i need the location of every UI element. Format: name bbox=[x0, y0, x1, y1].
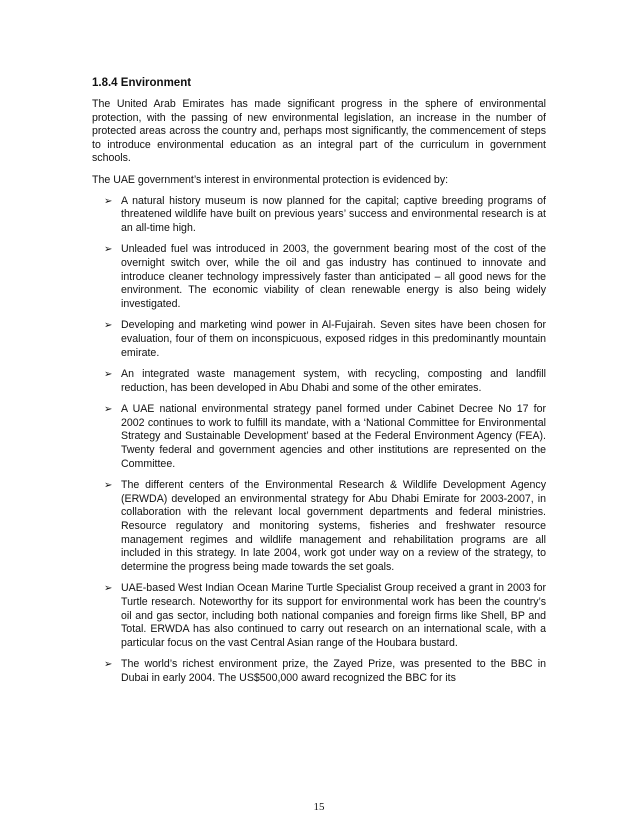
list-item-text: Unleaded fuel was introduced in 2003, the government bearing most of the cost of the overnight switch over, while the oil and gas industry has continued to innovate and introduce cleaner technology impressively faster than anticipated – all good news for the environment. The economic viability of clean renewable energy is also being widely investigated. bbox=[121, 243, 546, 310]
arrow-bullet-icon: ➢ bbox=[104, 583, 113, 595]
arrow-bullet-icon: ➢ bbox=[104, 659, 113, 671]
list-item bbox=[104, 243, 546, 311]
page-number: 15 bbox=[313, 801, 325, 813]
list-item-text: An integrated waste management system, with recycling, composting and landfill reduction, has been developed in Abu Dhabi and some of the other emirates. bbox=[121, 368, 546, 394]
list-item-text: UAE-based West Indian Ocean Marine Turtle Specialist Group received a grant in 2003 for Turtle research. Noteworthy for its support for environmental work has been the country’s oil and gas sector, including both national companies and foreign firms like Shell, BP and Total. ERWDA has also continued to carry out research on an international scale, with a particular focus on the vast Central Asian range of the Houbara bustard. bbox=[121, 582, 546, 649]
arrow-bullet-icon: ➢ bbox=[104, 320, 113, 332]
list-item-text: A UAE national environmental strategy panel formed under Cabinet Decree No 17 for 2002 continues to work to fulfill its mandate, with a ‘National Committee for Environmental Strategy and Sustainable Development’ based at the Federal Environment Agency (FEA). Twenty federal and government agencies and other institutions are represented on the Committee. bbox=[121, 403, 546, 470]
list-item bbox=[104, 403, 546, 471]
list-item bbox=[104, 582, 546, 650]
intro-paragraph: The United Arab Emirates has made significant progress in the sphere of environmental protection, with the passing of new environmental legislation, an increase in the number of protected areas across the country and, perhaps most significantly, the commencement of steps to introduce environmental education as an integral part of the curriculum in government schools. bbox=[92, 98, 546, 165]
arrow-bullet-icon: ➢ bbox=[104, 369, 113, 381]
list-item bbox=[104, 479, 546, 574]
list-item bbox=[104, 319, 546, 360]
list-item-text: A natural history museum is now planned for the capital; captive breeding programs of threatened wildlife have built on previous years’ success and environmental research is at an all-time high. bbox=[121, 194, 546, 234]
arrow-bullet-icon: ➢ bbox=[104, 195, 113, 207]
section-heading: 1.8.4 Environment bbox=[92, 77, 192, 89]
list-item bbox=[104, 368, 546, 395]
list-item bbox=[104, 195, 546, 236]
arrow-bullet-icon: ➢ bbox=[104, 244, 113, 256]
list-item bbox=[104, 658, 546, 685]
bullet-list bbox=[92, 195, 546, 686]
arrow-bullet-icon: ➢ bbox=[104, 404, 113, 416]
document-page bbox=[92, 76, 546, 694]
list-item-text: The different centers of the Environmental Research & Wildlife Development Agency (ERWDA) developed an environmental strategy for Abu Dhabi Emirate for 2003-2007, in collaboration with the relevant local government departments and federal ministries. Resource regulatory and monitoring systems, fisheries and freshwater resource management regimes and wildlife management and rehabilitation programs are all included in this strategy. In late 2004, work got under way on a review of the strategy, to determine the progress being made towards the set goals. bbox=[121, 479, 546, 573]
arrow-bullet-icon: ➢ bbox=[104, 480, 113, 492]
list-item-text: Developing and marketing wind power in Al-Fujairah. Seven sites have been chosen for evaluation, four of them on inconspicuous, exposed ridges in this predominantly mountain emirate. bbox=[121, 319, 546, 359]
list-item-text: The world’s richest environment prize, the Zayed Prize, was presented to the BBC in Dubai in early 2004. The US$500,000 award recognized the BBC for its bbox=[121, 658, 546, 684]
list-intro: The UAE government’s interest in environmental protection is evidenced by: bbox=[92, 173, 449, 186]
